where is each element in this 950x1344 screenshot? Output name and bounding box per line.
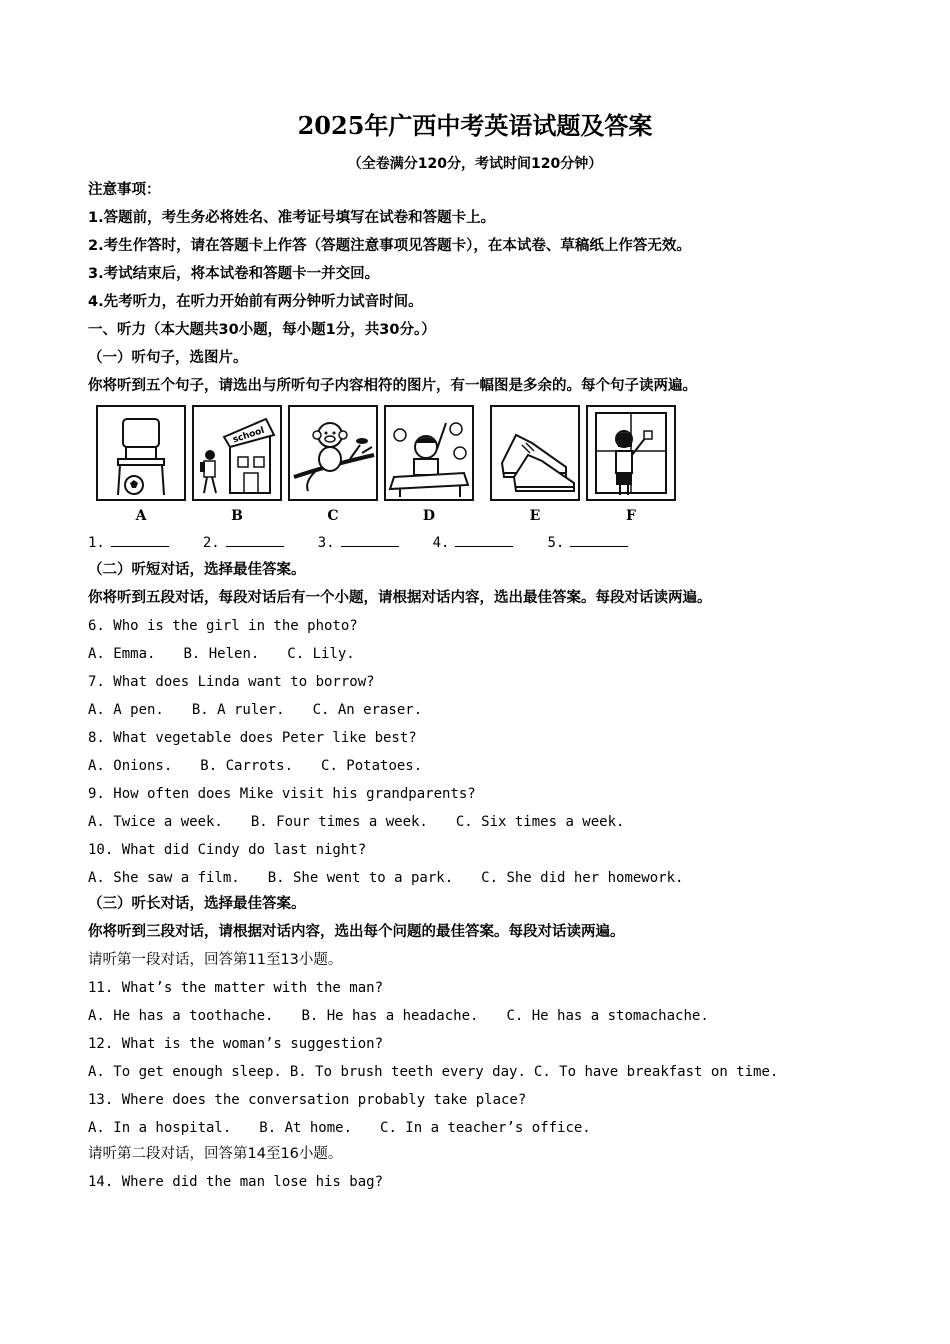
option-11c[interactable]: C. He has a stomachache. (506, 1008, 709, 1024)
option-9b[interactable]: B. Four times a week. (250, 814, 428, 830)
note-item-4: 4.先考听力，在听力开始前有两分钟听力试音时间。 (88, 294, 423, 310)
school-sign-text: school (231, 425, 266, 446)
part3-instruction: 你将听到三段对话，请根据对话内容，选出每个问题的最佳答案。每段对话读两遍。 (88, 924, 625, 940)
options-8 (88, 756, 422, 776)
option-11a[interactable]: A. He has a toothache. (88, 1008, 274, 1024)
dialog2-intro: 请听第二段对话，回答第14至16小题。 (88, 1146, 343, 1162)
option-6b[interactable]: B. Helen. (183, 646, 260, 662)
part2-heading: （二）听短对话，选择最佳答案。 (88, 562, 306, 578)
option-7b[interactable]: B. A ruler. (191, 702, 285, 718)
question-9: 9. How often does Mike visit his grandparents? (88, 786, 476, 802)
chair-with-ball-icon (96, 405, 186, 501)
picture-label-a: A (135, 508, 147, 524)
picture-label-e: E (529, 508, 541, 524)
boy-at-desk-icon (384, 405, 474, 501)
options-7 (88, 700, 422, 720)
girl-cleaning-window-icon (586, 405, 676, 501)
options-6 (88, 644, 355, 664)
question-12: 12. What is the woman’s suggestion? (88, 1036, 384, 1052)
part1-heading: （一）听句子，选图片。 (88, 350, 248, 366)
part2-instruction: 你将听到五段对话，每段对话后有一个小题，请根据对话内容，选出最佳答案。每段对话读两遍。 (88, 590, 712, 606)
part3-heading: （三）听长对话，选择最佳答案。 (88, 896, 306, 912)
picture-label-f: F (626, 508, 636, 524)
note-item-2: 2.考生作答时，请在答题卡上作答（答题注意事项见答题卡），在本试卷、草稿纸上作答无效。 (88, 238, 691, 254)
option-7c[interactable]: C. An eraser. (312, 702, 423, 718)
options-13 (88, 1118, 591, 1138)
answer-blanks (88, 532, 658, 552)
options-11 (88, 1006, 709, 1026)
option-9a[interactable]: A. Twice a week. (88, 814, 223, 830)
note-item-1: 1.答题前，考生务必将姓名、准考证号填写在试卷和答题卡上。 (88, 210, 496, 226)
note-item-3: 3.考试结束后，将本试卷和答题卡一并交回。 (88, 266, 380, 282)
option-12b[interactable]: B. To brush teeth every day. (289, 1064, 526, 1080)
option-8a[interactable]: A. Onions. (88, 758, 173, 774)
question-10: 10. What did Cindy do last night? (88, 842, 367, 858)
sneakers-icon (490, 405, 580, 501)
answer-blank-5[interactable]: 5. (547, 532, 628, 551)
option-9c[interactable]: C. Six times a week. (455, 814, 625, 830)
option-6c[interactable]: C. Lily. (287, 646, 355, 662)
option-13b[interactable]: B. At home. (259, 1120, 353, 1136)
question-8: 8. What vegetable does Peter like best? (88, 730, 417, 746)
option-7a[interactable]: A. A pen. (88, 702, 164, 718)
options-9 (88, 812, 624, 832)
option-10c[interactable]: C. She did her homework. (481, 870, 684, 886)
picture-strip (96, 405, 696, 530)
part1-instruction: 你将听到五个句子，请选出与所听句子内容相符的图片，有一幅图是多余的。每个句子读两遍。 (88, 378, 697, 394)
boy-walking-to-school-icon (192, 405, 282, 501)
monkey-on-branch-icon (288, 405, 378, 501)
option-8b[interactable]: B. Carrots. (200, 758, 294, 774)
question-14: 14. Where did the man lose his bag? (88, 1174, 384, 1190)
answer-blank-2[interactable]: 2. (203, 532, 284, 551)
question-7: 7. What does Linda want to borrow? (88, 674, 375, 690)
dialog1-intro: 请听第一段对话，回答第11至13小题。 (88, 952, 343, 968)
question-13: 13. Where does the conversation probably take place? (88, 1092, 527, 1108)
option-13c[interactable]: C. In a teacher’s office. (380, 1120, 591, 1136)
option-8c[interactable]: C. Potatoes. (321, 758, 423, 774)
answer-blank-4[interactable]: 4. (433, 532, 514, 551)
option-6a[interactable]: A. Emma. (88, 646, 156, 662)
picture-label-d: D (422, 508, 436, 524)
option-12a[interactable]: A. To get enough sleep. (88, 1064, 282, 1080)
question-11: 11. What’s the matter with the man? (88, 980, 384, 996)
option-12c[interactable]: C. To have breakfast on time. (533, 1064, 779, 1080)
options-12 (88, 1062, 778, 1082)
option-10b[interactable]: B. She went to a park. (267, 870, 454, 886)
picture-label-c: C (327, 508, 339, 524)
section-heading: 一、听力（本大题共30小题，每小题1分，共30分。） (88, 322, 436, 338)
options-10 (88, 868, 683, 888)
option-10a[interactable]: A. She saw a film. (88, 870, 240, 886)
picture-label-b: B (231, 508, 243, 524)
answer-blank-3[interactable]: 3. (318, 532, 399, 551)
question-6: 6. Who is the girl in the photo? (88, 618, 358, 634)
answer-blank-1[interactable]: 1. (88, 532, 169, 551)
exam-subtitle: （全卷满分120分，考试时间120分钟） (347, 156, 603, 172)
notes-heading: 注意事项： (88, 182, 161, 198)
option-13a[interactable]: A. In a hospital. (88, 1120, 232, 1136)
option-11b[interactable]: B. He has a headache. (301, 1008, 479, 1024)
page-title: 2025年广西中考英语试题及答案 (297, 111, 653, 140)
